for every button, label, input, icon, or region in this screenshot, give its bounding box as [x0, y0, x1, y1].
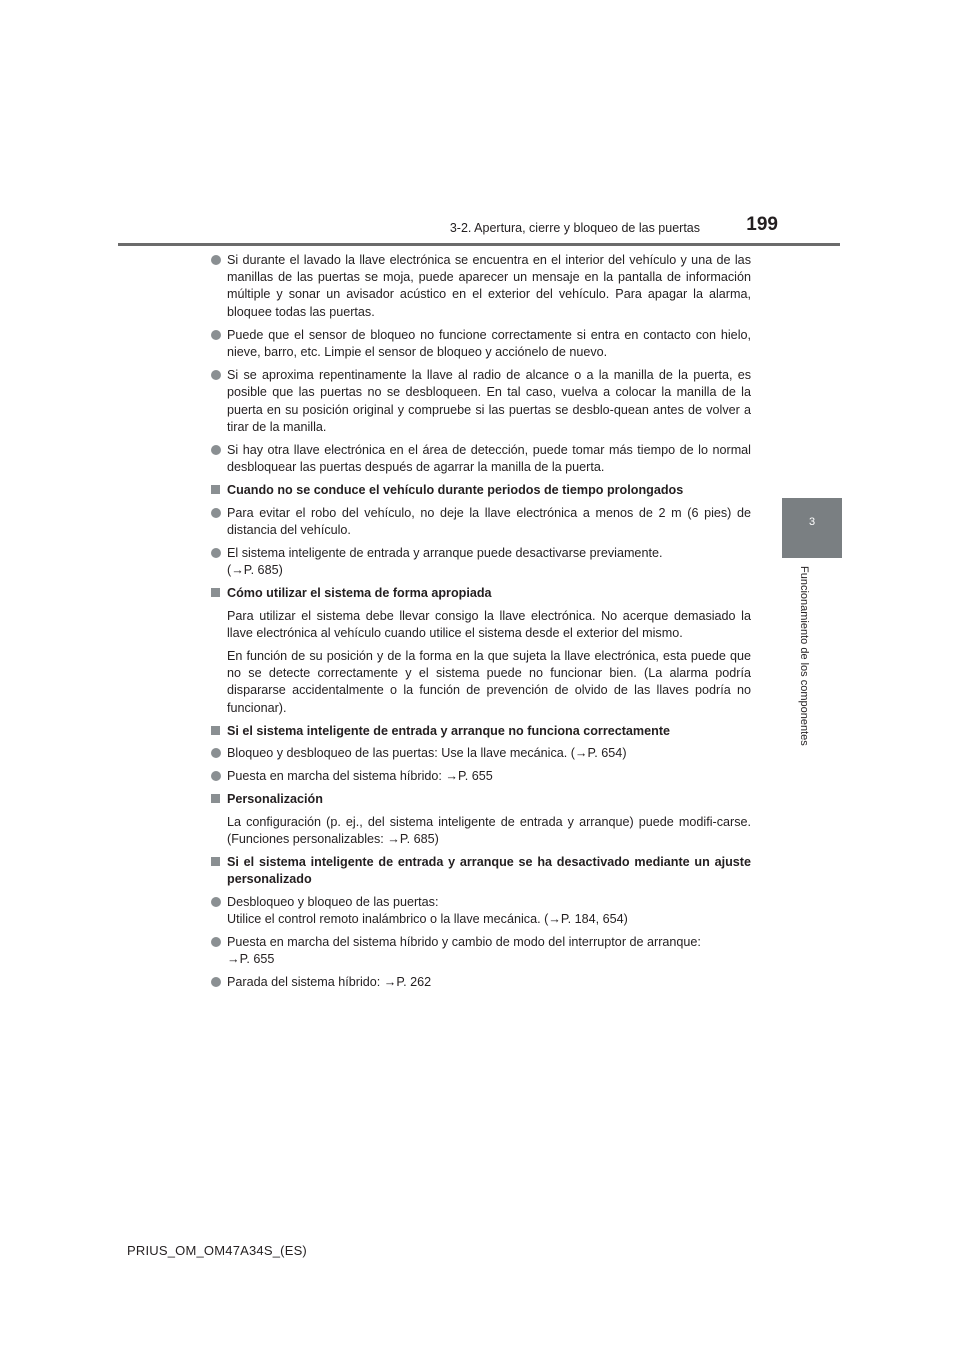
bullet-dot-icon: [211, 548, 221, 558]
bullet-item: [211, 934, 751, 968]
bullet-item: [211, 894, 751, 928]
block-text: Si durante el lavado la llave electrónica se encuentra en el interior del vehículo y una de las manillas de las puertas se moja, puede aparecer un mensaje en la pantalla de información múltiple y sonar un avisador acústico en el exterior del vehículo. Para apagar la alarma, bloquee todas las puertas.: [227, 253, 751, 319]
section-heading: [211, 791, 751, 808]
bullet-dot-icon: [211, 330, 221, 340]
block-text: En función de su posición y de la forma en la que sujeta la llave electrónica, esta puede que no se detecte correctamente y el sistema puede no funcionar bien. (La alarma podría dispararse accidentalmente o la función de prevención de olvido de las llaves podría no funcionar).: [227, 649, 751, 715]
section-square-icon: [211, 726, 220, 735]
chapter-tab: [782, 498, 842, 558]
bullet-item: [211, 745, 751, 762]
block-text: El sistema inteligente de entrada y arranque puede desactivarse previamente. (→P. 685): [227, 546, 663, 578]
bullet-dot-icon: [211, 977, 221, 987]
page-content: [211, 252, 751, 998]
body-paragraph: [211, 648, 751, 717]
bullet-dot-icon: [211, 508, 221, 518]
chapter-number: 3: [808, 516, 816, 528]
block-text: Para evitar el robo del vehículo, no deje la llave electrónica a menos de 2 m (6 pies) de distancia del vehículo.: [227, 505, 751, 537]
block-text: Bloqueo y desbloqueo de las puertas: Use la llave mecánica. (→P. 654): [227, 746, 627, 761]
block-text: Personalización: [227, 792, 323, 807]
bullet-dot-icon: [211, 370, 221, 380]
block-text: Puesta en marcha del sistema híbrido: →P. 655: [227, 769, 493, 784]
bullet-dot-icon: [211, 445, 221, 455]
block-text: Si se aproxima repentinamente la llave al radio de alcance o a la manilla de la puerta, es posible que las puertas no se desbloqueen. En tal caso, vuelva a colocar la manilla de la puerta en su posición original y compruebe si las puertas se desblo-quean antes de volver a tirar de la manilla.: [227, 368, 751, 434]
block-text: Cómo utilizar el sistema de forma apropiada: [227, 586, 492, 601]
section-square-icon: [211, 588, 220, 597]
bullet-item: [211, 367, 751, 436]
block-text: La configuración (p. ej., del sistema inteligente de entrada y arranque) puede modifi-carse. (Funciones personalizables: →P. 685): [227, 814, 751, 846]
block-text: Para utilizar el sistema debe llevar consigo la llave electrónica. No acerque demasiado la llave electrónica al vehículo cuando utilice el sistema desde el exterior del mismo.: [227, 608, 751, 640]
bullet-item: [211, 505, 751, 539]
bullet-item: [211, 252, 751, 321]
bullet-item: [211, 327, 751, 361]
section-heading: [211, 585, 751, 602]
block-text: Puede que el sensor de bloqueo no funcione correctamente si entra en contacto con hielo, nieve, barro, etc. Limpie el sensor de bloqueo y acciónelo de nuevo.: [227, 327, 751, 360]
bullet-dot-icon: [211, 771, 221, 781]
bullet-dot-icon: [211, 255, 221, 265]
chapter-label: Funcionamiento de los componentes: [798, 566, 810, 746]
block-text: Cuando no se conduce el vehículo durante periodos de tiempo prolongados: [227, 483, 684, 498]
bullet-item: [211, 545, 751, 579]
block-text: Si el sistema inteligente de entrada y arranque se ha desactivado mediante un ajuste personalizado: [227, 855, 751, 887]
block-text: Si hay otra llave electrónica en el área de detección, puede tomar más tiempo de lo normal desbloquear las puertas después de agarrar la manilla de la puerta.: [227, 443, 751, 475]
bullet-item: [211, 442, 751, 476]
body-paragraph: [211, 814, 751, 848]
section-heading: [211, 854, 751, 888]
block-text: Parada del sistema híbrido: →P. 262: [227, 975, 432, 990]
block-text: Si el sistema inteligente de entrada y arranque no funciona correctamente: [227, 723, 671, 738]
block-text: Puesta en marcha del sistema híbrido y cambio de modo del interruptor de arranque: →P. 655: [227, 934, 701, 967]
block-text: Desbloqueo y bloqueo de las puertas: Utilice el control remoto inalámbrico o la llave mecánica. (→P. 184, 654): [227, 894, 628, 926]
page-number: 199: [746, 214, 778, 235]
section-heading: [211, 482, 751, 499]
header-divider: [118, 243, 840, 246]
bullet-dot-icon: [211, 937, 221, 947]
bullet-dot-icon: [211, 748, 221, 758]
section-heading: [211, 723, 751, 740]
section-title: 3-2. Apertura, cierre y bloqueo de las puertas: [449, 221, 700, 235]
section-square-icon: [211, 794, 220, 803]
section-square-icon: [211, 857, 220, 866]
body-paragraph: [211, 608, 751, 642]
document-code: PRIUS_OM_OM47A34S_(ES): [127, 1243, 307, 1258]
bullet-dot-icon: [211, 897, 221, 907]
bullet-item: [211, 974, 751, 991]
section-square-icon: [211, 485, 220, 494]
bullet-item: [211, 768, 751, 785]
